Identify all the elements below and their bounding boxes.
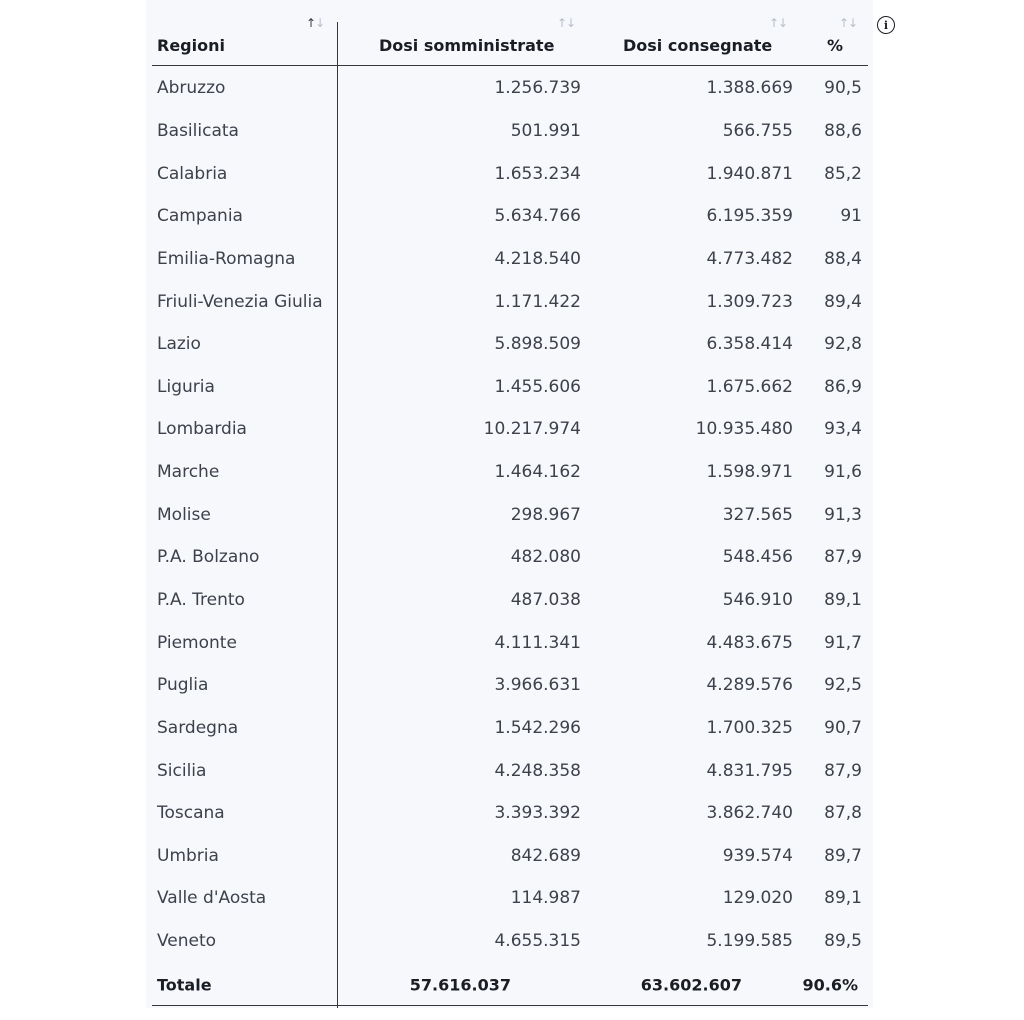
table-row: [152, 195, 868, 238]
cell-dosi-consegnate: 6.195.359: [706, 206, 793, 227]
cell-dosi-somministrate: 487.038: [510, 590, 581, 610]
cell-regione: Piemonte: [157, 632, 237, 653]
cell-dosi-consegnate: 327.565: [722, 504, 793, 525]
cell-dosi-somministrate: 114.987: [510, 888, 581, 909]
table-row: [152, 152, 868, 195]
column-header-dosi-somministrate[interactable]: Dosi somministrate: [379, 36, 555, 55]
table-header: [152, 0, 868, 65]
cell-percentuale: 91,6: [824, 462, 862, 483]
cell-percentuale: 87,9: [824, 547, 862, 568]
cell-percentuale: 89,1: [824, 590, 862, 610]
cell-dosi-somministrate: 298.967: [510, 504, 581, 525]
total-row: [152, 966, 868, 1004]
cell-dosi-consegnate: 4.289.576: [706, 675, 793, 696]
cell-percentuale: 93,4: [824, 419, 862, 440]
total-label: Totale: [157, 975, 212, 995]
table-row: [152, 877, 868, 920]
cell-dosi-somministrate: 5.898.509: [494, 334, 581, 355]
cell-percentuale: 90,7: [824, 717, 862, 738]
table-row: [152, 451, 868, 494]
cell-percentuale: 91,7: [824, 632, 862, 653]
table-row: [152, 664, 868, 707]
cell-regione: Lazio: [157, 334, 201, 355]
cell-regione: Abruzzo: [157, 78, 226, 99]
cell-dosi-somministrate: 1.455.606: [494, 376, 581, 397]
table-row: [152, 621, 868, 664]
cell-percentuale: 89,1: [824, 888, 862, 909]
table-row: [152, 835, 868, 878]
cell-percentuale: 91: [840, 206, 862, 227]
cell-dosi-consegnate: 566.755: [722, 120, 793, 141]
cell-percentuale: 89,5: [824, 931, 862, 952]
cell-regione: P.A. Trento: [157, 590, 245, 610]
cell-dosi-consegnate: 1.388.669: [706, 78, 793, 99]
table-row: [152, 920, 868, 963]
cell-percentuale: 88,4: [824, 248, 862, 269]
cell-regione: Veneto: [157, 931, 217, 952]
cell-dosi-consegnate: 1.700.325: [706, 717, 793, 738]
cell-dosi-consegnate: 4.483.675: [706, 632, 793, 653]
table-row: [152, 493, 868, 536]
cell-regione: Valle d'Aosta: [157, 888, 267, 909]
cell-dosi-consegnate: 1.940.871: [706, 163, 793, 184]
sort-regioni-icon[interactable]: ↑↓: [306, 16, 325, 30]
cell-percentuale: 85,2: [824, 163, 862, 184]
vaccine-doses-table: [152, 0, 868, 1008]
cell-dosi-consegnate: 4.773.482: [706, 248, 793, 269]
cell-dosi-consegnate: 939.574: [722, 845, 793, 866]
cell-dosi-somministrate: 1.171.422: [494, 291, 581, 312]
header-divider: [152, 65, 868, 66]
total-somministrate: 57.616.037: [409, 975, 511, 995]
footer-divider: [152, 1005, 868, 1006]
cell-dosi-somministrate: 1.256.739: [494, 78, 581, 99]
table-row: [152, 67, 868, 110]
cell-dosi-somministrate: 3.966.631: [494, 675, 581, 696]
cell-regione: P.A. Bolzano: [157, 547, 260, 568]
cell-regione: Liguria: [157, 376, 215, 397]
cell-dosi-consegnate: 1.309.723: [706, 291, 793, 312]
sort-somministrate-icon[interactable]: ↑↓: [557, 16, 576, 30]
cell-regione: Molise: [157, 504, 211, 525]
cell-dosi-consegnate: 129.020: [722, 888, 793, 909]
cell-percentuale: 92,8: [824, 334, 862, 355]
cell-dosi-somministrate: 4.111.341: [494, 632, 581, 653]
cell-dosi-somministrate: 501.991: [510, 120, 581, 141]
column-header-regioni[interactable]: Regioni: [157, 36, 225, 55]
table-body: [152, 67, 868, 962]
sort-consegnate-icon[interactable]: ↑↓: [769, 16, 788, 30]
table-row: [152, 238, 868, 281]
table-row: [152, 749, 868, 792]
table-row: [152, 536, 868, 579]
cell-percentuale: 89,7: [824, 845, 862, 866]
cell-regione: Marche: [157, 462, 220, 483]
column-header-dosi-consegnate[interactable]: Dosi consegnate: [623, 36, 773, 55]
cell-percentuale: 92,5: [824, 675, 862, 696]
table-row: [152, 280, 868, 323]
cell-regione: Emilia-Romagna: [157, 248, 296, 269]
cell-dosi-somministrate: 1.653.234: [494, 163, 581, 184]
sort-percentuale-icon[interactable]: ↑↓: [839, 16, 858, 30]
total-percentuale: 90.6%: [802, 975, 858, 995]
column-header-percentuale[interactable]: %: [827, 36, 844, 55]
cell-regione: Toscana: [157, 803, 225, 824]
cell-percentuale: 91,3: [824, 504, 862, 525]
cell-regione: Sardegna: [157, 717, 239, 738]
table-row: [152, 323, 868, 366]
cell-dosi-consegnate: 3.862.740: [706, 803, 793, 824]
cell-percentuale: 89,4: [824, 291, 862, 312]
cell-regione: Sicilia: [157, 760, 207, 781]
info-icon[interactable]: i: [877, 16, 895, 34]
cell-regione: Puglia: [157, 675, 209, 696]
table-row: [152, 707, 868, 750]
cell-dosi-consegnate: 4.831.795: [706, 760, 793, 781]
cell-dosi-consegnate: 1.598.971: [706, 462, 793, 483]
cell-percentuale: 88,6: [824, 120, 862, 141]
cell-dosi-consegnate: 6.358.414: [706, 334, 793, 355]
cell-dosi-somministrate: 482.080: [510, 547, 581, 568]
cell-dosi-consegnate: 5.199.585: [706, 931, 793, 952]
cell-percentuale: 90,5: [824, 78, 862, 99]
cell-dosi-somministrate: 4.248.358: [494, 760, 581, 781]
cell-dosi-consegnate: 10.935.480: [695, 419, 793, 440]
cell-dosi-somministrate: 1.542.296: [494, 717, 581, 738]
cell-percentuale: 87,9: [824, 760, 862, 781]
cell-dosi-consegnate: 1.675.662: [706, 376, 793, 397]
table-row: [152, 365, 868, 408]
cell-regione: Campania: [157, 206, 243, 227]
cell-dosi-somministrate: 10.217.974: [483, 419, 581, 440]
cell-dosi-consegnate: 548.456: [722, 547, 793, 568]
table-row: [152, 579, 868, 622]
cell-dosi-somministrate: 4.218.540: [494, 248, 581, 269]
table-row: [152, 408, 868, 451]
cell-percentuale: 86,9: [824, 376, 862, 397]
cell-dosi-somministrate: 4.655.315: [494, 931, 581, 952]
cell-dosi-somministrate: 3.393.392: [494, 803, 581, 824]
cell-regione: Basilicata: [157, 120, 239, 141]
cell-regione: Lombardia: [157, 419, 247, 440]
cell-dosi-consegnate: 546.910: [722, 590, 793, 610]
cell-regione: Umbria: [157, 845, 219, 866]
cell-dosi-somministrate: 1.464.162: [494, 462, 581, 483]
cell-dosi-somministrate: 842.689: [510, 845, 581, 866]
cell-dosi-somministrate: 5.634.766: [494, 206, 581, 227]
total-consegnate: 63.602.607: [640, 975, 742, 995]
cell-regione: Calabria: [157, 163, 228, 184]
table-row: [152, 110, 868, 153]
table-row: [152, 792, 868, 835]
cell-percentuale: 87,8: [824, 803, 862, 824]
cell-regione: Friuli-Venezia Giulia: [157, 291, 323, 312]
